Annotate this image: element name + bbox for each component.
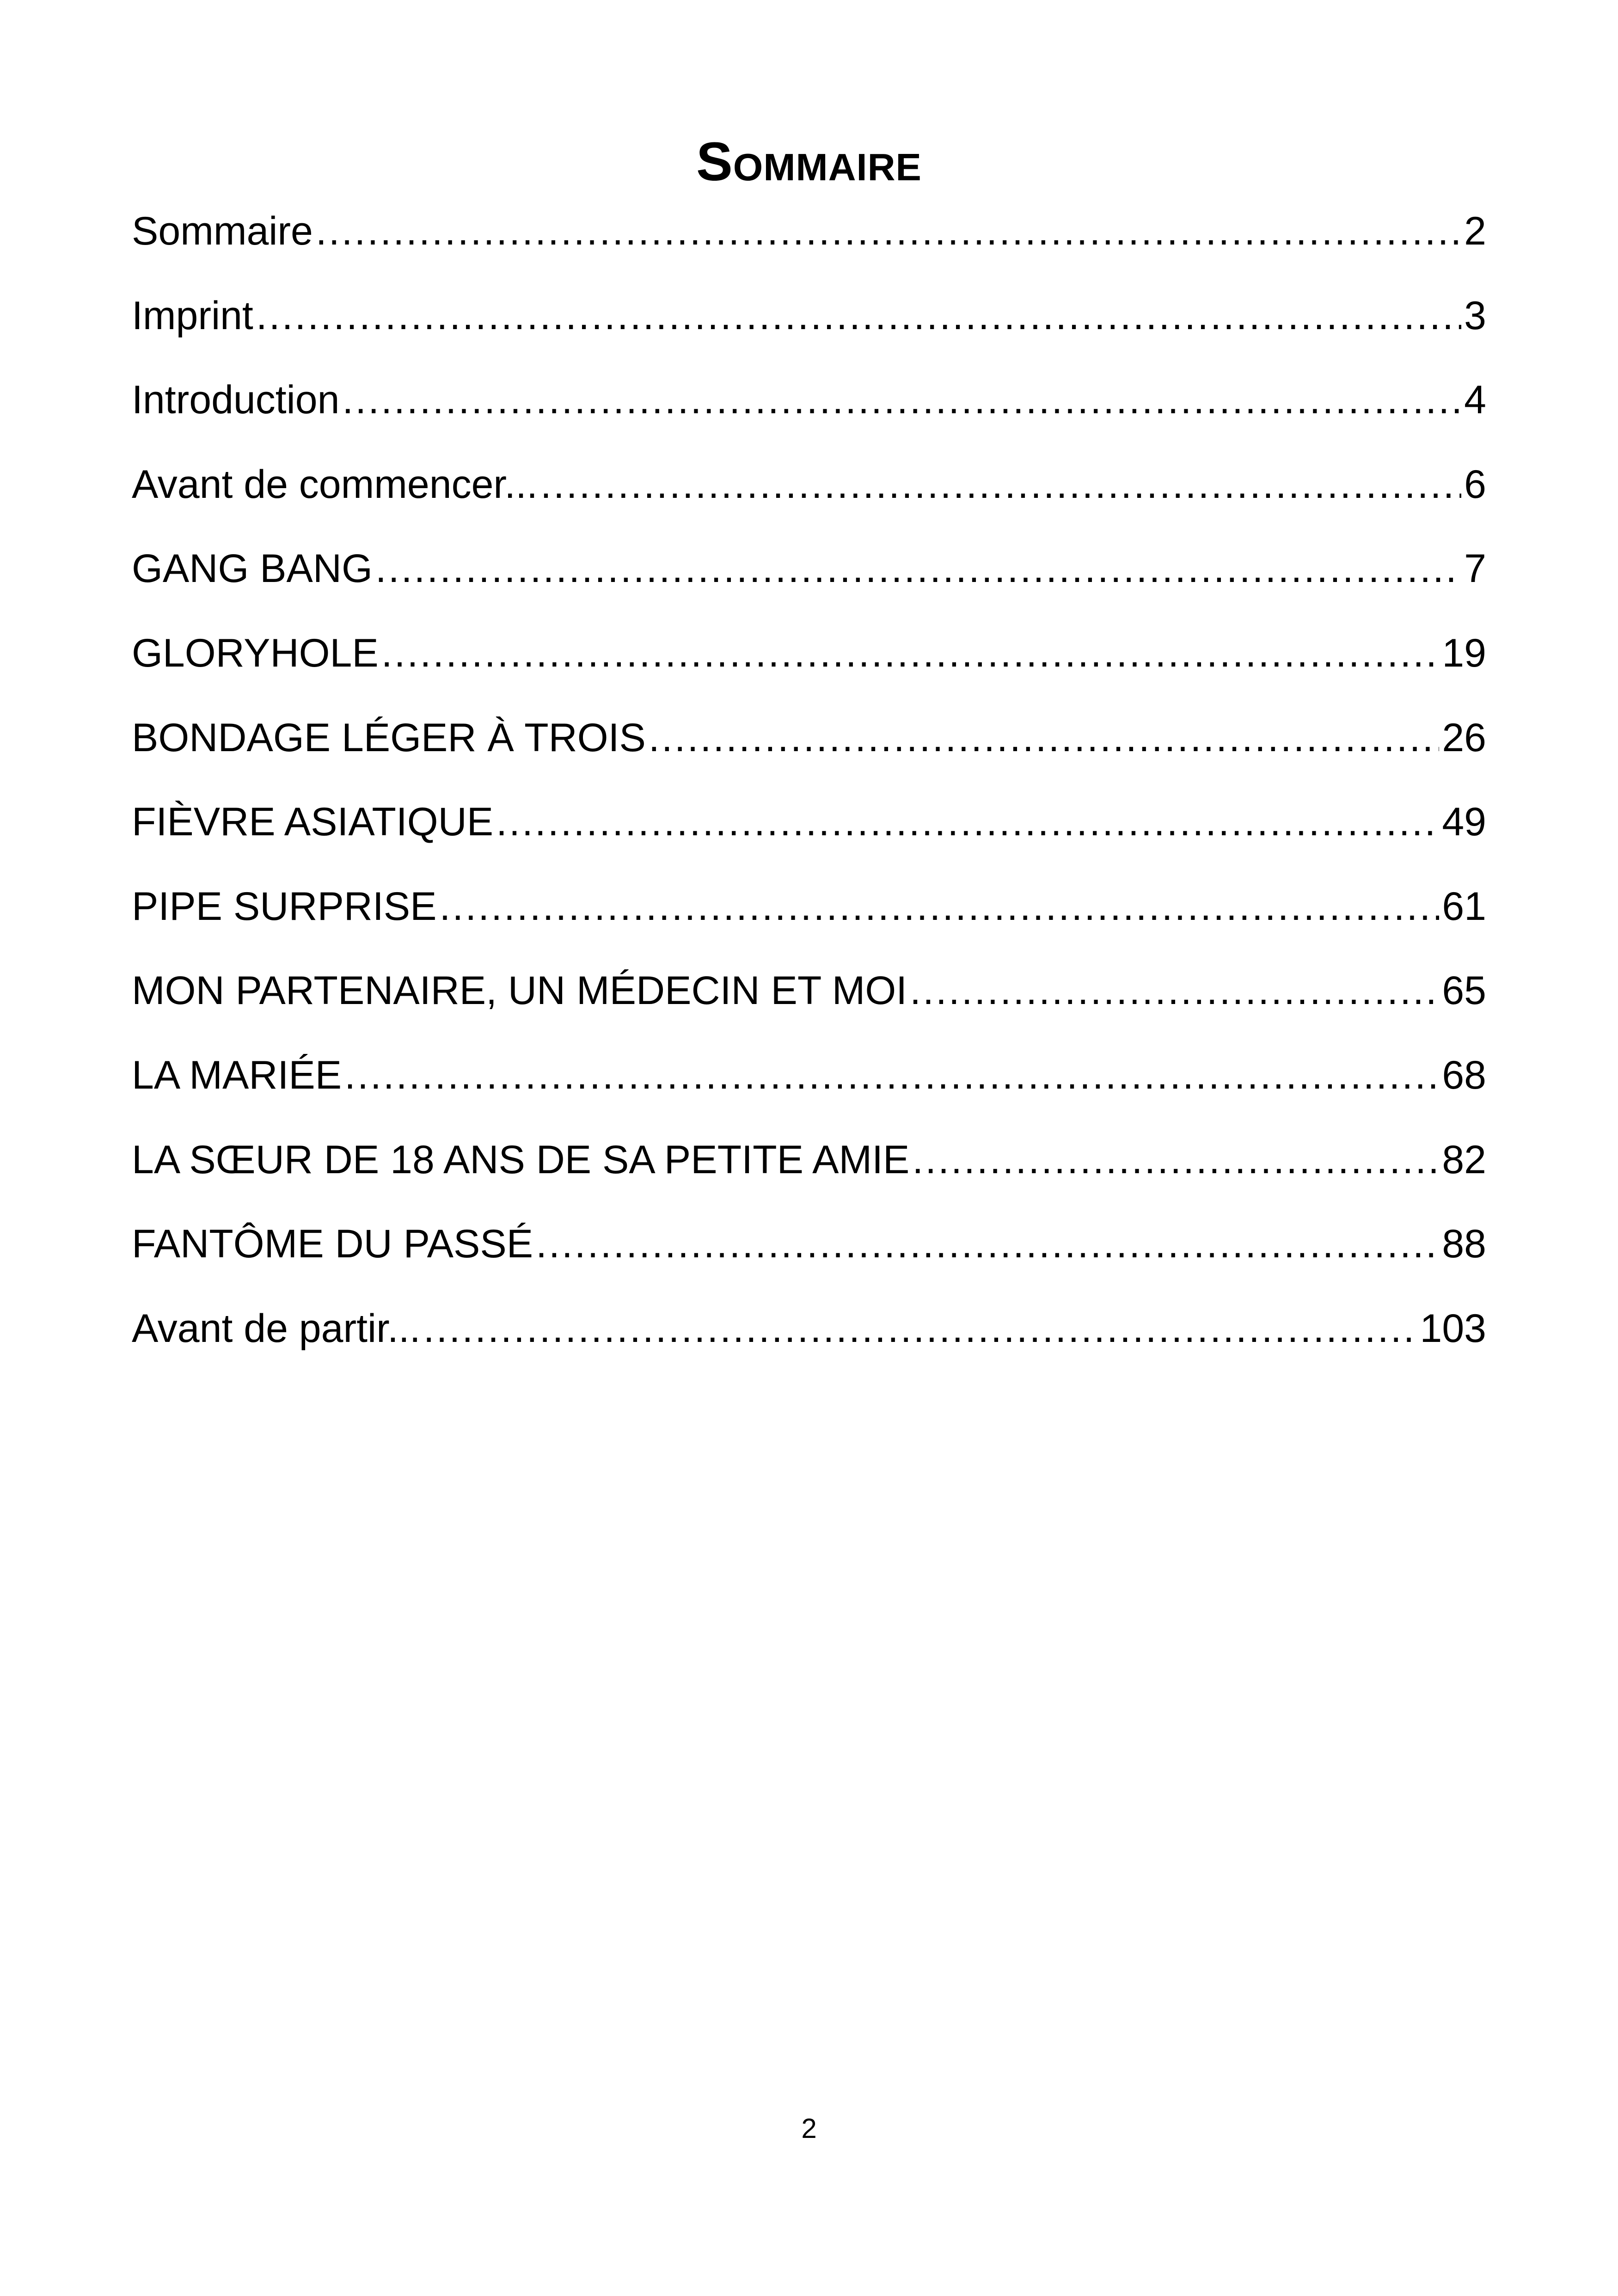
toc-entry-sommaire[interactable]	[132, 199, 1486, 283]
toc-entry-page: 82	[1442, 1137, 1486, 1182]
toc-entry-page: 26	[1442, 715, 1486, 760]
toc-dot-leader	[423, 1296, 1417, 1361]
toc-entry-label: BONDAGE LÉGER À TROIS	[132, 715, 646, 760]
toc-entry-introduction[interactable]	[132, 367, 1486, 452]
toc-entry-label: LA SŒUR DE 18 ANS DE SA PETITE AMIE	[132, 1137, 910, 1182]
toc-entry-la-mariee[interactable]	[132, 1043, 1486, 1127]
toc-entry-page: 3	[1464, 293, 1486, 338]
toc-entry-label: Sommaire	[132, 209, 313, 253]
toc-entry-label: FANTÔME DU PASSÉ	[132, 1222, 533, 1267]
toc-entry-avant-de-partir[interactable]	[132, 1296, 1486, 1381]
toc-entry-label: MON PARTENAIRE, UN MÉDECIN ET MOI	[132, 968, 907, 1013]
toc-entry-label: Avant de commencer...	[132, 462, 538, 507]
toc-entry-page: 49	[1442, 800, 1486, 845]
toc-entry-label: LA MARIÉE	[132, 1053, 342, 1097]
page-title: Sommaire	[696, 131, 922, 193]
toc-dot-leader	[375, 536, 1461, 601]
toc-dot-leader	[256, 283, 1461, 348]
toc-entry-page: 6	[1464, 462, 1486, 507]
toc-entry-avant-de-commencer[interactable]	[132, 452, 1486, 537]
toc-entry-fievre-asiatique[interactable]	[132, 790, 1486, 874]
toc-entry-page: 7	[1464, 546, 1486, 591]
toc-dot-leader	[912, 1127, 1439, 1192]
toc-entry-page: 19	[1442, 631, 1486, 675]
toc-entry-page: 88	[1442, 1222, 1486, 1267]
toc-entry-label: GLORYHOLE	[132, 631, 379, 675]
toc-entry-page: 103	[1420, 1306, 1486, 1351]
toc-entry-label: Imprint	[132, 293, 253, 338]
toc-entry-label: Avant de partir...	[132, 1306, 421, 1351]
toc-dot-leader	[316, 199, 1461, 263]
toc-dot-leader	[344, 1043, 1439, 1108]
toc-dot-leader	[649, 705, 1439, 770]
toc-entry-page: 4	[1464, 378, 1486, 422]
toc-entry-imprint[interactable]	[132, 283, 1486, 368]
toc-entry-la-soeur[interactable]	[132, 1127, 1486, 1212]
page-number: 2	[801, 2113, 817, 2144]
toc-dot-leader	[540, 452, 1461, 517]
table-of-contents	[132, 199, 1486, 1380]
toc-entry-page: 2	[1464, 209, 1486, 253]
toc-entry-page: 61	[1442, 884, 1486, 929]
toc-entry-label: GANG BANG	[132, 546, 373, 591]
toc-entry-label: FIÈVRE ASIATIQUE	[132, 800, 494, 845]
toc-entry-mon-partenaire[interactable]	[132, 958, 1486, 1043]
toc-dot-leader	[381, 621, 1440, 686]
toc-entry-pipe-surprise[interactable]	[132, 874, 1486, 959]
toc-entry-gloryhole[interactable]	[132, 621, 1486, 705]
toc-dot-leader	[536, 1212, 1439, 1276]
toc-dot-leader	[440, 874, 1440, 939]
toc-entry-label: Introduction	[132, 378, 340, 422]
toc-dot-leader	[342, 367, 1461, 432]
toc-entry-bondage-leger-a-trois[interactable]	[132, 705, 1486, 790]
toc-entry-fantome-du-passe[interactable]	[132, 1212, 1486, 1296]
toc-entry-page: 68	[1442, 1053, 1486, 1097]
toc-dot-leader	[910, 958, 1439, 1023]
toc-entry-page: 65	[1442, 968, 1486, 1013]
toc-entry-label: PIPE SURPRISE	[132, 884, 437, 929]
toc-dot-leader	[496, 790, 1439, 854]
toc-entry-gang-bang[interactable]	[132, 536, 1486, 621]
